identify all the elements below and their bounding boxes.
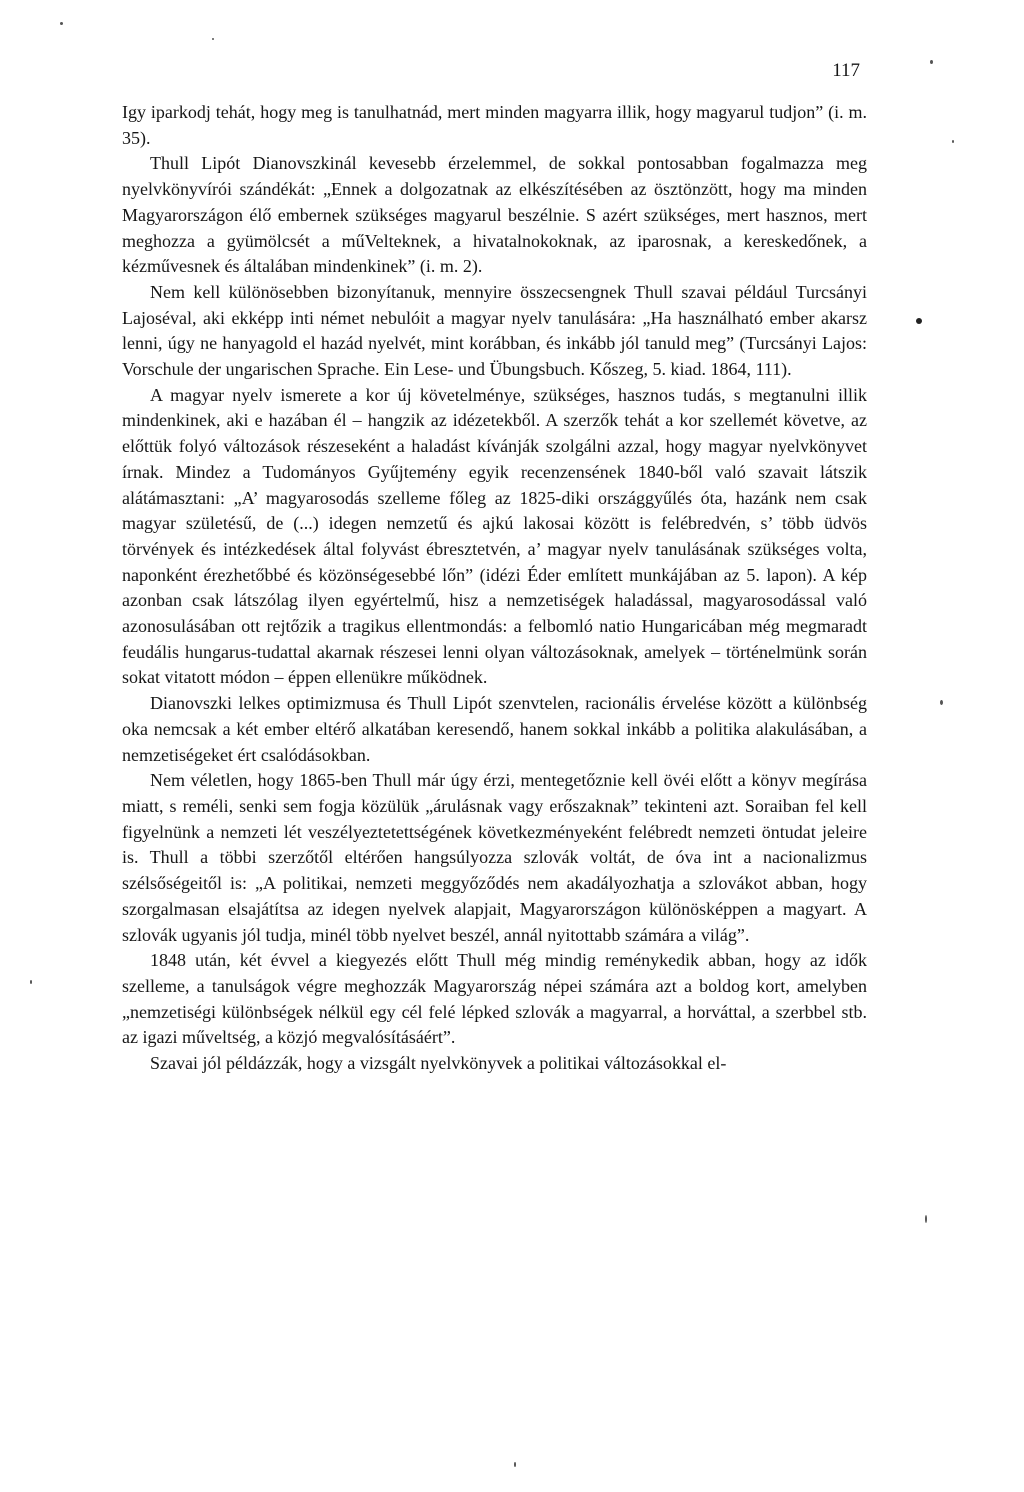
paragraph: Igy iparkodj tehát, hogy meg is tanulhatnád, mert minden magyarra illik, hogy magyarul tudjon” (i. m. 35).	[122, 102, 867, 148]
scan-speck	[30, 980, 32, 984]
scan-speck	[925, 1215, 927, 1223]
page-number: 117	[832, 60, 860, 81]
paragraph: Nem kell különösebben bizonyítanuk, mennyire összecsengnek Thull szavai például Turcsányi Lajoséval, aki ekképp inti német nebulóit a magyar nyelv tanulására: „Ha használható ember akarsz lenni, úgy ne hanyagold el hazád nyelvét, mint korábban, és inkább jól tanuld meg” (Turcsányi Lajos: Vorschule der ungarischen Sprache. Ein Lese- und Übungsbuch. Kőszeg, 5. kiad. 1864, 111).	[122, 281, 867, 380]
body-text	[122, 100, 867, 1077]
scan-speck	[514, 1462, 516, 1467]
paragraph: A magyar nyelv ismerete a kor új követelménye, szükséges, hasznos tudás, s megtanulni illik mindenkinek, aki e hazában él – hangzik az idézetekből. A szerzők tehát a kor szellemét követve, az előttük folyó változások részeseként a haladást kívánják szolgálni azzal, hogy magyar nyelvkönyvet írnak. Mindez a Tudományos Gyűjtemény egyik recenzensének 1840-ből való szavait látszik alátámasztani: „A’ magyarosodás szelleme főleg az 1825-diki országgyűlés óta, hazánk nem csak magyar születésű, de (...) idegen nemzetű és ajkú lakosai között is felébredvén, s’ több üdvös törvények és intézkedések által folyvást ébresztetvén, a’ magyar nyelv tanulásának szükséges volta, naponként érezhetőbbé és közönségesebbé lőn” (idézi Éder említett munkájában az 5. lapon). A kép azonban csak látszólag ilyen egyértelmű, hisz a nemzetiségek haladással, magyarosodással való azonosulásában ott rejtőzik a tragikus ellentmondás: a felbomló natio Hungaricában még megmaradt feudális hungarus-tudattal akarnak részesei lenni olyan változásoknak, amelyek – történelmünk során sokat vitatott módon – éppen ellenükre működnek.	[122, 384, 867, 688]
paragraph: Nem véletlen, hogy 1865-ben Thull már úgy érzi, mentegetőznie kell övéi előtt a könyv megírása miatt, s reméli, senki sem fogja közülük „árulásnak vagy erőszaknak” tekinteni azt. Soraiban fel kell figyelnünk a nemzeti lét veszélyeztetettségének következményeként felébredt nemzeti öntudat jeleire is. Thull a többi szerzőtől eltérően hangsúlyozza szlovák voltát, de óva int a nacionalizmus szélsőségeitől is: „A politikai, nemzeti meggyőződés nem akadályozhatja a szlovákot abban, hogy szorgalmasan elsajátítsa az idegen nyelvek alapjait, Magyarországon különösképpen a magyart. A szlovák ugyanis jól tudja, minél több nyelvet beszél, annál nyitottabb számára a világ”.	[122, 770, 867, 945]
scan-speck	[940, 700, 943, 705]
paragraph: Thull Lipót Dianovszkinál kevesebb érzelemmel, de sokkal pontosabban fogalmazza meg nyelvkönyvírói szándékát: „Ennek a dolgozatnak az elkészítésében az ösztönzött, hogy ma minden Magyarországon élő embernek szükséges magyarul beszélnie. S azért szükséges, mert hasznos, mert meghozza a gyümölcsét a műVelteknek, a hivatalnokoknak, az iparosnak, a kereskedőnek, a kézművesnek és általában mindenkinek” (i. m. 2).	[122, 153, 867, 277]
paragraph: Szavai jól példázzák, hogy a vizsgált nyelvkönyvek a politikai változásokkal el-	[150, 1053, 727, 1074]
scan-speck	[60, 22, 63, 25]
paragraph: Dianovszki lelkes optimizmusa és Thull Lipót szenvtelen, racionális érvelése között a különbség oka nemcsak a két ember eltérő alkatában keresendő, hanem sokkal inkább a politika alakulásában, a nemzetiségeket ért csalódásokban.	[122, 693, 867, 765]
scan-speck	[952, 140, 954, 143]
scan-speck	[916, 318, 922, 324]
scan-speck	[212, 38, 214, 40]
paragraph: 1848 után, két évvel a kiegyezés előtt Thull még mindig reménykedik abban, hogy az idők szelleme, a tanulságok végre meghozzák Magyarország népei számára azt a boldog kort, amelyben „nemzetiségi különbségek nélkül egy cél felé lépked szlovák a magyarral, a horváttal, a szerbbel stb. az igazi műveltség, a közjó megvalósításáért”.	[122, 950, 867, 1048]
scan-speck	[930, 60, 933, 64]
